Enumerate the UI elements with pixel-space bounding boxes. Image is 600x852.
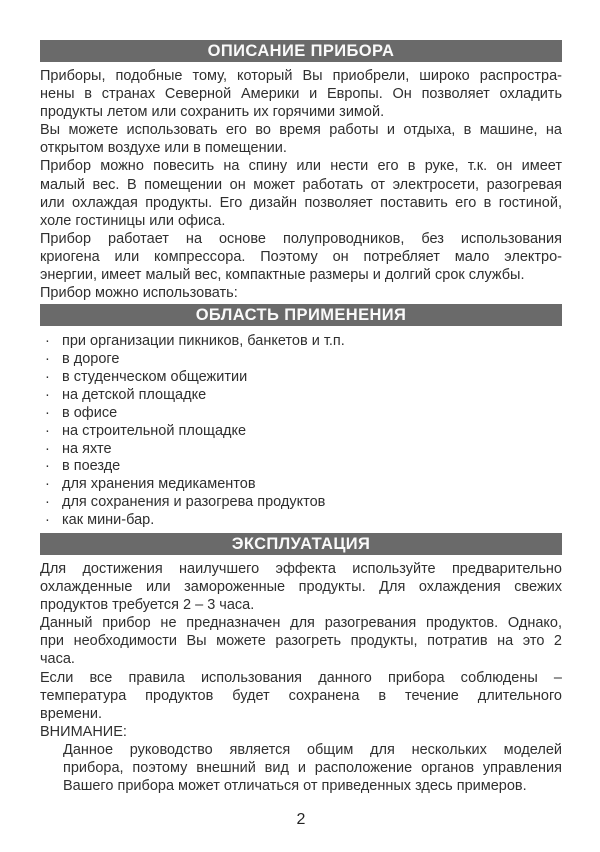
paragraph-line: Данный прибор не предназначен для разогревания продуктов. Однако, [40,615,562,632]
bullet-item [40,457,562,475]
paragraph-line: времени. [40,705,103,722]
section-header-application: ОБЛАСТЬ ПРИМЕНЕНИЯ [40,304,562,326]
bullet-item [40,475,562,493]
paragraph-line: открытом воздухе или в помещении. [40,140,287,157]
bullet-item [40,422,562,440]
paragraph-line: Вашего прибора может отличаться от приведенных здесь примеров. [63,778,527,795]
bullet-text: в дороге [62,351,120,368]
paragraph [40,67,562,121]
bullet-text: при организации пикников, банкетов и т.п. [62,333,345,350]
paragraph-line: криогена или компрессора. Поэтому он потребляет мало электро- [40,248,562,265]
paragraph-line: холе гостиницы или офиса. [40,212,226,229]
bullet-dot-icon: · [45,458,50,475]
paragraph-line: Прибор можно повесить на спину или нести его в руке, т.к. он имеет [40,158,562,175]
bullet-item [40,350,562,368]
bullet-dot-icon: · [45,494,50,511]
paragraph-line: продуктов требуется 2 – 3 часа. [40,597,255,614]
paragraph-line: ВНИМАНИЕ: [40,723,127,740]
bullet-dot-icon: · [45,440,50,457]
bullet-dot-icon: · [45,386,50,403]
bullet-text: на яхте [62,440,112,457]
section-description [40,40,562,302]
paragraph-line: температура продуктов будет сохранена в течение длительного [40,687,562,704]
bullet-text: как мини-бар. [62,512,155,529]
paragraph-line: Вы можете использовать его во время работы и отдыха, в машине, на [40,122,562,139]
paragraph [40,230,562,284]
paragraph-line: или охлаждая продукты. Его дизайн позволяет поставить его в гостиной, [40,194,562,211]
section-header-description: ОПИСАНИЕ ПРИБОРА [40,40,562,62]
bullet-item [40,386,562,404]
bullet-dot-icon: · [45,333,50,350]
paragraph [40,560,562,614]
paragraph-line: Прибор работает на основе полупроводников, без использования [40,230,562,247]
bullet-item [40,404,562,422]
bullet-item [40,493,562,511]
bullet-item [40,368,562,386]
paragraph [40,614,562,668]
paragraph [40,741,562,795]
bullet-text: для сохранения и разогрева продуктов [62,494,326,511]
bullet-item [40,332,562,350]
section-operation [40,533,562,795]
paragraph-line: Прибор можно использовать: [40,285,238,302]
paragraph-line: прибора, поэтому внешний вид и расположение органов управления [63,760,562,777]
paragraph-line: Данное руководство является общим для нескольких моделей [63,741,562,758]
application-bullet-list [40,332,562,529]
paragraph-line: малый вес. В помещении он может работать от электросети, разогревая [40,176,562,193]
paragraph [40,669,562,723]
paragraph-line: Если все правила использования данного прибора соблюдены – [40,669,562,686]
paragraph [40,121,562,157]
section-header-operation: ЭКСПЛУАТАЦИЯ [40,533,562,555]
bullet-text: на строительной площадке [62,422,247,439]
bullet-text: на детской площадке [62,386,207,403]
paragraph-line: при необходимости Вы можете разогреть продукты, потратив на это 2 [40,633,562,650]
bullet-text: в поезде [62,458,121,475]
paragraph-line: Для достижения наилучшего эффекта используйте предварительно [40,561,562,578]
description-paragraphs [40,67,562,302]
paragraph-line: нены в странах Северной Америки и Европы. Он позволяет охладить [40,86,562,103]
section-application [40,304,562,529]
page-number: 2 [296,811,306,829]
bullet-dot-icon: · [45,404,50,421]
paragraph-line: Приборы, подобные тому, который Вы приобрели, широко распростра- [40,68,562,84]
bullet-dot-icon: · [45,512,50,529]
bullet-text: в офисе [62,404,118,421]
paragraph [40,284,562,302]
bullet-text: для хранения медикаментов [62,476,256,493]
paragraph [40,723,562,741]
bullet-dot-icon: · [45,422,50,439]
bullet-item [40,511,562,529]
paragraph [40,157,562,229]
bullet-dot-icon: · [45,369,50,385]
paragraph-line: охлажденные или замороженные продукты. Для охлаждения свежих [40,579,562,596]
paragraph-line: энергии, имеет малый вес, компактные размеры и долгий срок службы. [40,267,525,284]
bullet-item [40,440,562,458]
bullet-dot-icon: · [45,351,50,368]
paragraph-line: часа. [40,651,75,668]
bullet-dot-icon: · [45,476,50,493]
bullet-text: в студенческом общежитии [62,369,248,385]
operation-paragraphs [40,560,562,795]
paragraph-line: продукты летом или сохранить их горячими зимой. [40,104,385,121]
